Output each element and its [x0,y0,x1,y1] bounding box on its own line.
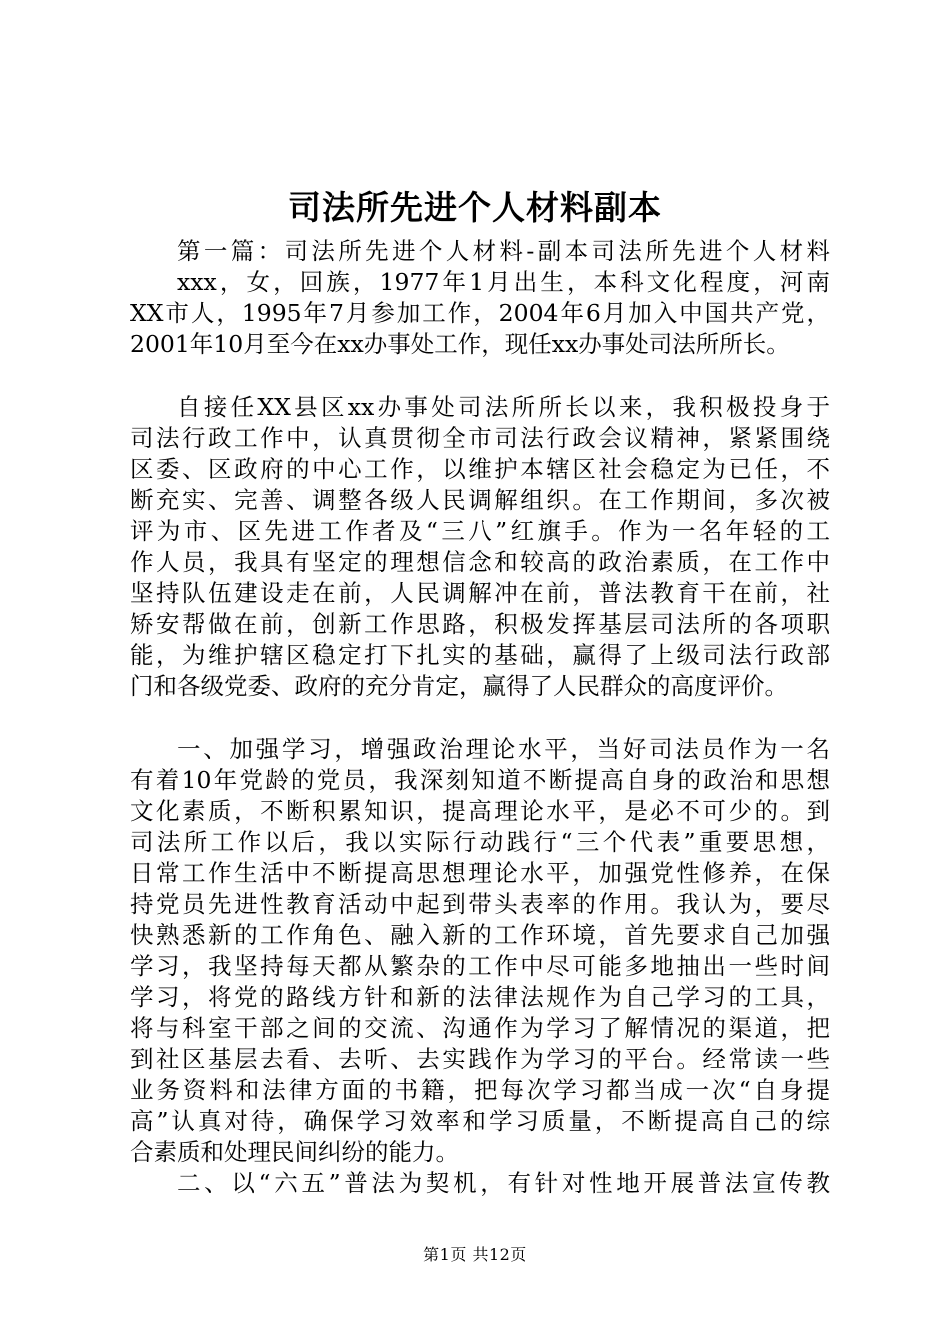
text-line: 自接任XX县区xx办事处司法所所长以来，我积极投身于 [177,393,830,421]
text-line: 坚持队伍建设走在前，人民调解冲在前，普法教育干在前，社 [130,579,830,607]
text-line: 二、以“六五”普法为契机，有针对性地开展普法宣传教 [177,1169,830,1197]
text-line: XX市人，1995年7月参加工作，2004年6月加入中国共产党， [130,299,830,327]
paragraph-gap [130,360,830,392]
text-line: 高”认真对待，确保学习效率和学习质量，不断提高自己的综 [130,1107,830,1135]
text-line: 司法所工作以后，我以实际行动践行“三个代表”重要思想， [130,828,830,856]
paragraph-propaganda [130,1168,830,1199]
text-line: 2001年10月至今在xx办事处工作，现任xx办事处司法所所长。 [130,330,790,358]
text-line: 矫安帮做在前，创新工作思路，积极发挥基层司法所的各项职 [130,610,830,638]
text-line: 一、加强学习，增强政治理论水平，当好司法员作为一名 [177,735,830,763]
text-line: 学习，将党的路线方针和新的法律法规作为自己学习的工具， [130,983,830,1011]
paragraph-study [130,734,830,1168]
text-line: 区委、区政府的中心工作，以维护本辖区社会稳定为已任，不 [130,455,830,483]
text-line: 断充实、完善、调整各级人民调解组织。在工作期间，多次被 [130,486,830,514]
text-line: 文化素质，不断积累知识，提高理论水平，是必不可少的。到 [130,797,830,825]
text-line: xxx，女，回族，1977年1月出生，本科文化程度，河南 [177,268,830,296]
text-line: 到社区基层去看、去听、去实践作为学习的平台。经常读一些 [130,1045,830,1073]
paragraph-intro [130,236,830,360]
text-line: 日常工作生活中不断提高思想理论水平，加强党性修养，在保 [130,859,830,887]
document-title: 司法所先进个人材料副本 [288,188,662,227]
text-line: 快熟悉新的工作角色、融入新的工作环境，首先要求自己加强 [130,921,830,949]
text-line: 司法行政工作中，认真贯彻全市司法行政会议精神，紧紧围绕 [130,424,830,452]
paragraph-gap [130,702,830,734]
text-line: 业务资料和法律方面的书籍，把每次学习都当成一次“自身提 [130,1076,830,1104]
text-line: 持党员先进性教育活动中起到带头表率的作用。我认为，要尽 [130,890,830,918]
text-line: 有着10年党龄的党员，我深刻知道不断提高自身的政治和思想 [130,766,830,794]
text-line: 评为市、区先进工作者及“三八”红旗手。作为一名年轻的工 [130,517,830,545]
paragraph-summary [130,392,830,702]
text-line: 门和各级党委、政府的充分肯定，赢得了人民群众的高度评价。 [130,672,788,700]
page-number-footer: 第1页 共12页 [423,1245,527,1264]
text-line: 合素质和处理民间纠纷的能力。 [130,1138,459,1166]
text-line: 学习，我坚持每天都从繁杂的工作中尽可能多地抽出一些时间 [130,952,830,980]
text-line: 能，为维护辖区稳定打下扎实的基础，赢得了上级司法行政部 [130,641,830,669]
text-line: 将与科室干部之间的交流、沟通作为学习了解情况的渠道，把 [130,1014,830,1042]
text-line: 第一篇：司法所先进个人材料-副本司法所先进个人材料 [177,237,830,265]
document-body [130,236,830,1199]
text-line: 作人员，我具有坚定的理想信念和较高的政治素质，在工作中 [130,548,830,576]
